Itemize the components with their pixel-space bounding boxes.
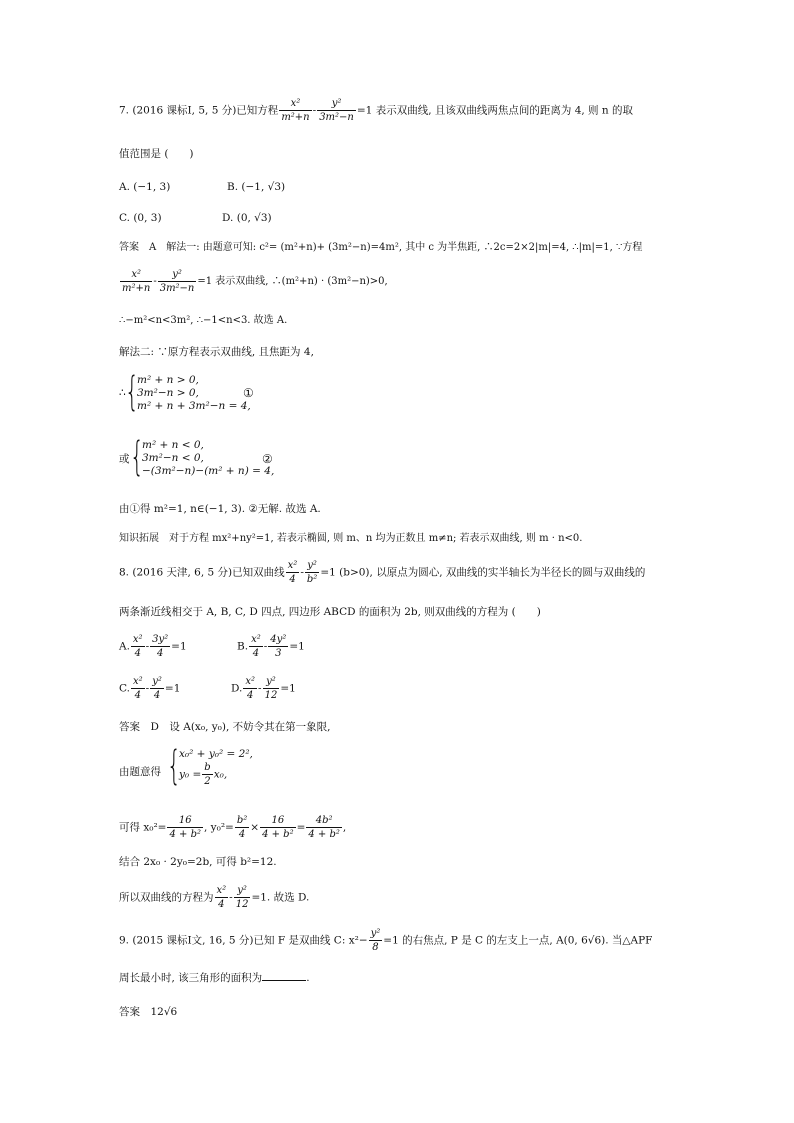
q9-frac-num: y²	[370, 928, 381, 939]
q9-frac	[369, 928, 383, 953]
q8-opt-b-frac2	[268, 634, 288, 659]
q8-sys-row2	[179, 762, 227, 787]
q8-final-f2-den: 12	[235, 899, 249, 910]
q7-frac1	[279, 98, 311, 123]
q8-derive-f1-num: 16	[178, 815, 192, 826]
q8-derive-f2-den: 4	[235, 827, 249, 840]
q7-answer-line5: 由①得 m²=1, n∈(−1, 3). ②无解. 故选 A.	[119, 503, 321, 515]
q8-option-c	[119, 676, 180, 701]
q8-sys-row2-num: b	[204, 762, 211, 773]
q8-minus: -	[300, 566, 304, 579]
q7-answer-line2	[119, 269, 388, 294]
q8-opt-c-f1-num: x²	[133, 676, 143, 687]
q7-option-d: D. (0, √3)	[222, 212, 272, 224]
q7-answer-line4: 解法二: ∵原方程表示双曲线, 且焦距为 4,	[119, 346, 314, 358]
q8-suffix: =1 (b>0), 以原点为圆心, 双曲线的实半轴长为半径长的圆与双曲线的	[320, 566, 646, 579]
q8-opt-a-f1-num: x²	[132, 634, 143, 645]
brace-glyph: {	[125, 369, 139, 415]
q8-frac1-num: x²	[287, 560, 298, 571]
brace-glyph: {	[130, 434, 144, 480]
q8-sys-row2-pre: y₀ =	[179, 768, 202, 781]
q8-answer-line1: 答案 D 设 A(x₀, y₀), 不妨令其在第一象限,	[119, 721, 331, 733]
q8-opt-b-label: B.	[237, 640, 249, 653]
q8-option-b	[237, 634, 305, 659]
q9-stem-line2	[119, 970, 310, 985]
q8-opt-c-tail: =1	[164, 682, 181, 695]
q8-opt-a-tail: =1	[171, 640, 187, 653]
q8-opt-c-label: C.	[119, 682, 130, 695]
q7-frac1-num: x²	[290, 98, 301, 109]
q8-opt-a-minus: -	[145, 640, 150, 653]
q8-final-f1-den: 4	[215, 897, 229, 910]
q8-final-f2-num: y²	[237, 885, 247, 896]
q7-option-a: A. (−1, 3)	[119, 181, 171, 193]
q7-sys2-row1: m² + n < 0,	[142, 439, 204, 451]
q8-opt-d-f2-den: 12	[264, 690, 278, 701]
q8-opt-a-f1-den: 4	[131, 646, 145, 659]
q8-derive-pre: 可得 x₀²=	[119, 821, 167, 834]
q8-final-f1-num: x²	[216, 885, 227, 896]
q8-opt-a-frac2	[150, 634, 170, 659]
q8-derive-times: ×	[250, 821, 260, 834]
q7-ans-frac2-den: 3m²−n	[159, 283, 195, 294]
q8-opt-c-frac1	[131, 676, 145, 701]
q8-opt-b-tail: =1	[289, 640, 305, 653]
q8-opt-d-frac2	[263, 676, 280, 701]
q7-prefix: 7. (2016 课标Ⅰ, 5, 5 分)已知方程	[119, 104, 279, 117]
q7-ans-tail: =1 表示双曲线, ∴(m²+n) · (3m²−n)>0,	[197, 276, 388, 287]
q8-derive-end: ,	[342, 821, 347, 834]
q8-system	[167, 743, 317, 789]
q8-opt-d-f1-num: x²	[245, 676, 256, 687]
q7-stem-line1	[119, 98, 633, 123]
q8-opt-a-label: A.	[119, 640, 130, 653]
q8-stem-line2: 两条渐近线相交于 A, B, C, D 四点, 四边形 ABCD 的面积为 2b, 则双曲线的方程为 ( )	[119, 606, 541, 618]
q8-derive-f1-den: 4 + b²	[169, 829, 201, 840]
q8-derive-frac1	[167, 815, 203, 840]
q8-sys-prefix: 由题意得	[119, 766, 161, 778]
q8-stem-line1	[119, 560, 645, 585]
q8-opt-d-f2-num: y²	[266, 676, 276, 687]
q8-option-d	[231, 676, 296, 701]
q8-frac1-den: 4	[286, 572, 300, 585]
q7-option-b: B. (−1, √3)	[227, 181, 286, 193]
q8-derive-frac3	[260, 815, 296, 840]
q7-stem-line2: 值范围是 ( )	[119, 148, 194, 160]
q7-sys1-row2: 3m²−n > 0,	[137, 387, 199, 399]
q8-opt-a-f2-den: 4	[150, 646, 170, 659]
q8-opt-d-f1-den: 4	[243, 688, 257, 701]
q8-sys-row1: x₀² + y₀² = 2²,	[179, 748, 253, 760]
q8-option-a	[119, 634, 187, 659]
q8-derivation	[119, 815, 346, 840]
q7-ans-frac2-num: y²	[172, 269, 182, 280]
q8-derive-f4-den: 4 + b²	[308, 829, 340, 840]
q8-opt-d-minus: -	[258, 682, 262, 695]
q8-sys-row2-post: x₀,	[213, 768, 228, 781]
q7-sys2-row3: −(3m²−n)−(m² + n) = 4,	[142, 465, 275, 477]
q8-opt-c-f2-den: 4	[150, 688, 164, 701]
q9-prefix: 9. (2015 课标Ⅰ文, 16, 5 分)已知 F 是双曲线 C: x²−	[119, 934, 368, 947]
q8-opt-d-tail: =1	[280, 682, 296, 695]
q8-derive-f4-num: 4b²	[315, 815, 333, 826]
q8-final-frac1	[215, 885, 229, 910]
circled-one-mark: ①	[243, 386, 254, 400]
q7-sys1-row3: m² + n + 3m²−n = 4,	[137, 400, 251, 412]
q9-frac-den: 8	[369, 940, 383, 953]
q7-sys1-prefix: ∴	[119, 387, 126, 399]
q7-ans-frac1-den: m²+n	[122, 283, 151, 294]
q7-sys1-row1: m² + n > 0,	[137, 374, 199, 386]
q8-final-frac2	[234, 885, 251, 910]
q8-final-pre: 所以双曲线的方程为	[119, 891, 214, 904]
q8-derive-frac4	[306, 815, 342, 840]
q7-ans-frac2	[158, 269, 197, 294]
q8-frac2	[305, 560, 319, 585]
q9-answer: 答案 12√6	[119, 1006, 178, 1018]
q7-option-c: C. (0, 3)	[119, 212, 162, 224]
q9-stem-line1	[119, 928, 652, 953]
q8-opt-a-frac1	[131, 634, 145, 659]
q8-final-tail: =1. 故选 D.	[251, 891, 310, 904]
q8-opt-c-f1-den: 4	[131, 688, 145, 701]
q7-ans-frac1-num: x²	[131, 269, 141, 280]
q8-opt-b-frac1	[249, 634, 263, 659]
q7-ans-minus: -	[153, 276, 157, 287]
q7-knowledge-extension: 知识拓展 对于方程 mx²+ny²=1, 若表示椭圆, 则 m、n 均为正数且 m≠n; 若表示双曲线, 则 m · n<0.	[119, 533, 583, 544]
q7-ans-frac1	[120, 269, 152, 294]
q8-frac2-den: b²	[306, 574, 318, 585]
circled-two-mark: ②	[262, 452, 273, 466]
q9-suffix: =1 的右焦点, P 是 C 的左支上一点, A(0, 6√6). 当△APF	[383, 934, 653, 947]
q8-sys-row2-den: 2	[202, 774, 212, 787]
q7-frac2-num: y²	[331, 98, 342, 109]
q8-final-minus: -	[229, 891, 233, 904]
q8-frac1	[286, 560, 300, 585]
q8-opt-b-f1-num: x²	[251, 634, 261, 645]
q8-opt-c-f2-num: y²	[152, 676, 162, 687]
q8-opt-b-f1-den: 4	[249, 646, 263, 659]
q7-frac2-den: 3m²−n	[319, 112, 354, 123]
q8-final	[119, 885, 309, 910]
q7-frac2	[317, 98, 356, 123]
answer-blank	[262, 970, 306, 981]
q9-line2-text: 周长最小时, 该三角形的面积为	[119, 972, 263, 984]
q7-answer-line3: ∴−m²<n<3m², ∴−1<n<3. 故选 A.	[119, 315, 288, 326]
q8-opt-c-frac2	[150, 676, 164, 701]
brace-glyph: {	[167, 743, 181, 789]
q8-derive-mid: , y₀²=	[204, 821, 234, 834]
q8-opt-d-frac1	[243, 676, 257, 701]
q8-frac2-num: y²	[307, 560, 317, 571]
q8-sys-row2-frac	[202, 762, 212, 787]
q8-derive-f2-num: b²	[236, 815, 248, 826]
q8-prefix: 8. (2016 天津, 6, 5 分)已知双曲线	[119, 566, 285, 579]
q8-combine: 结合 2x₀ · 2y₀=2b, 可得 b²=12.	[119, 856, 277, 868]
q8-opt-c-minus: -	[145, 682, 150, 695]
q9-line2-end: .	[306, 972, 310, 984]
q8-opt-b-minus: -	[263, 640, 268, 653]
q7-answer-line1: 答案 A 解法一: 由题意可知: c²= (m²+n)+ (3m²−n)=4m², 其中 c 为半焦距, ∴2c=2×2|m|=4, ∴|m|=1, ∵方程	[119, 242, 643, 253]
q7-sys2-prefix: 或	[119, 453, 130, 465]
q8-derive-eq: =	[296, 821, 306, 834]
q8-derive-f3-num: 16	[271, 815, 285, 826]
q8-opt-b-f2-den: 3	[268, 646, 288, 659]
q7-suffix: =1 表示双曲线, 且该双曲线两焦点间的距离为 4, 则 n 的取	[356, 104, 633, 117]
q7-sys2-row2: 3m²−n < 0,	[142, 452, 204, 464]
q8-opt-a-f2-num: 3y²	[152, 634, 169, 645]
q8-derive-frac2	[235, 815, 249, 840]
q8-derive-f3-den: 4 + b²	[262, 829, 294, 840]
q7-minus: -	[312, 104, 317, 117]
q7-frac1-den: m²+n	[281, 112, 310, 123]
q8-opt-b-f2-num: 4y²	[270, 634, 287, 645]
q8-opt-d-label: D.	[231, 682, 243, 695]
